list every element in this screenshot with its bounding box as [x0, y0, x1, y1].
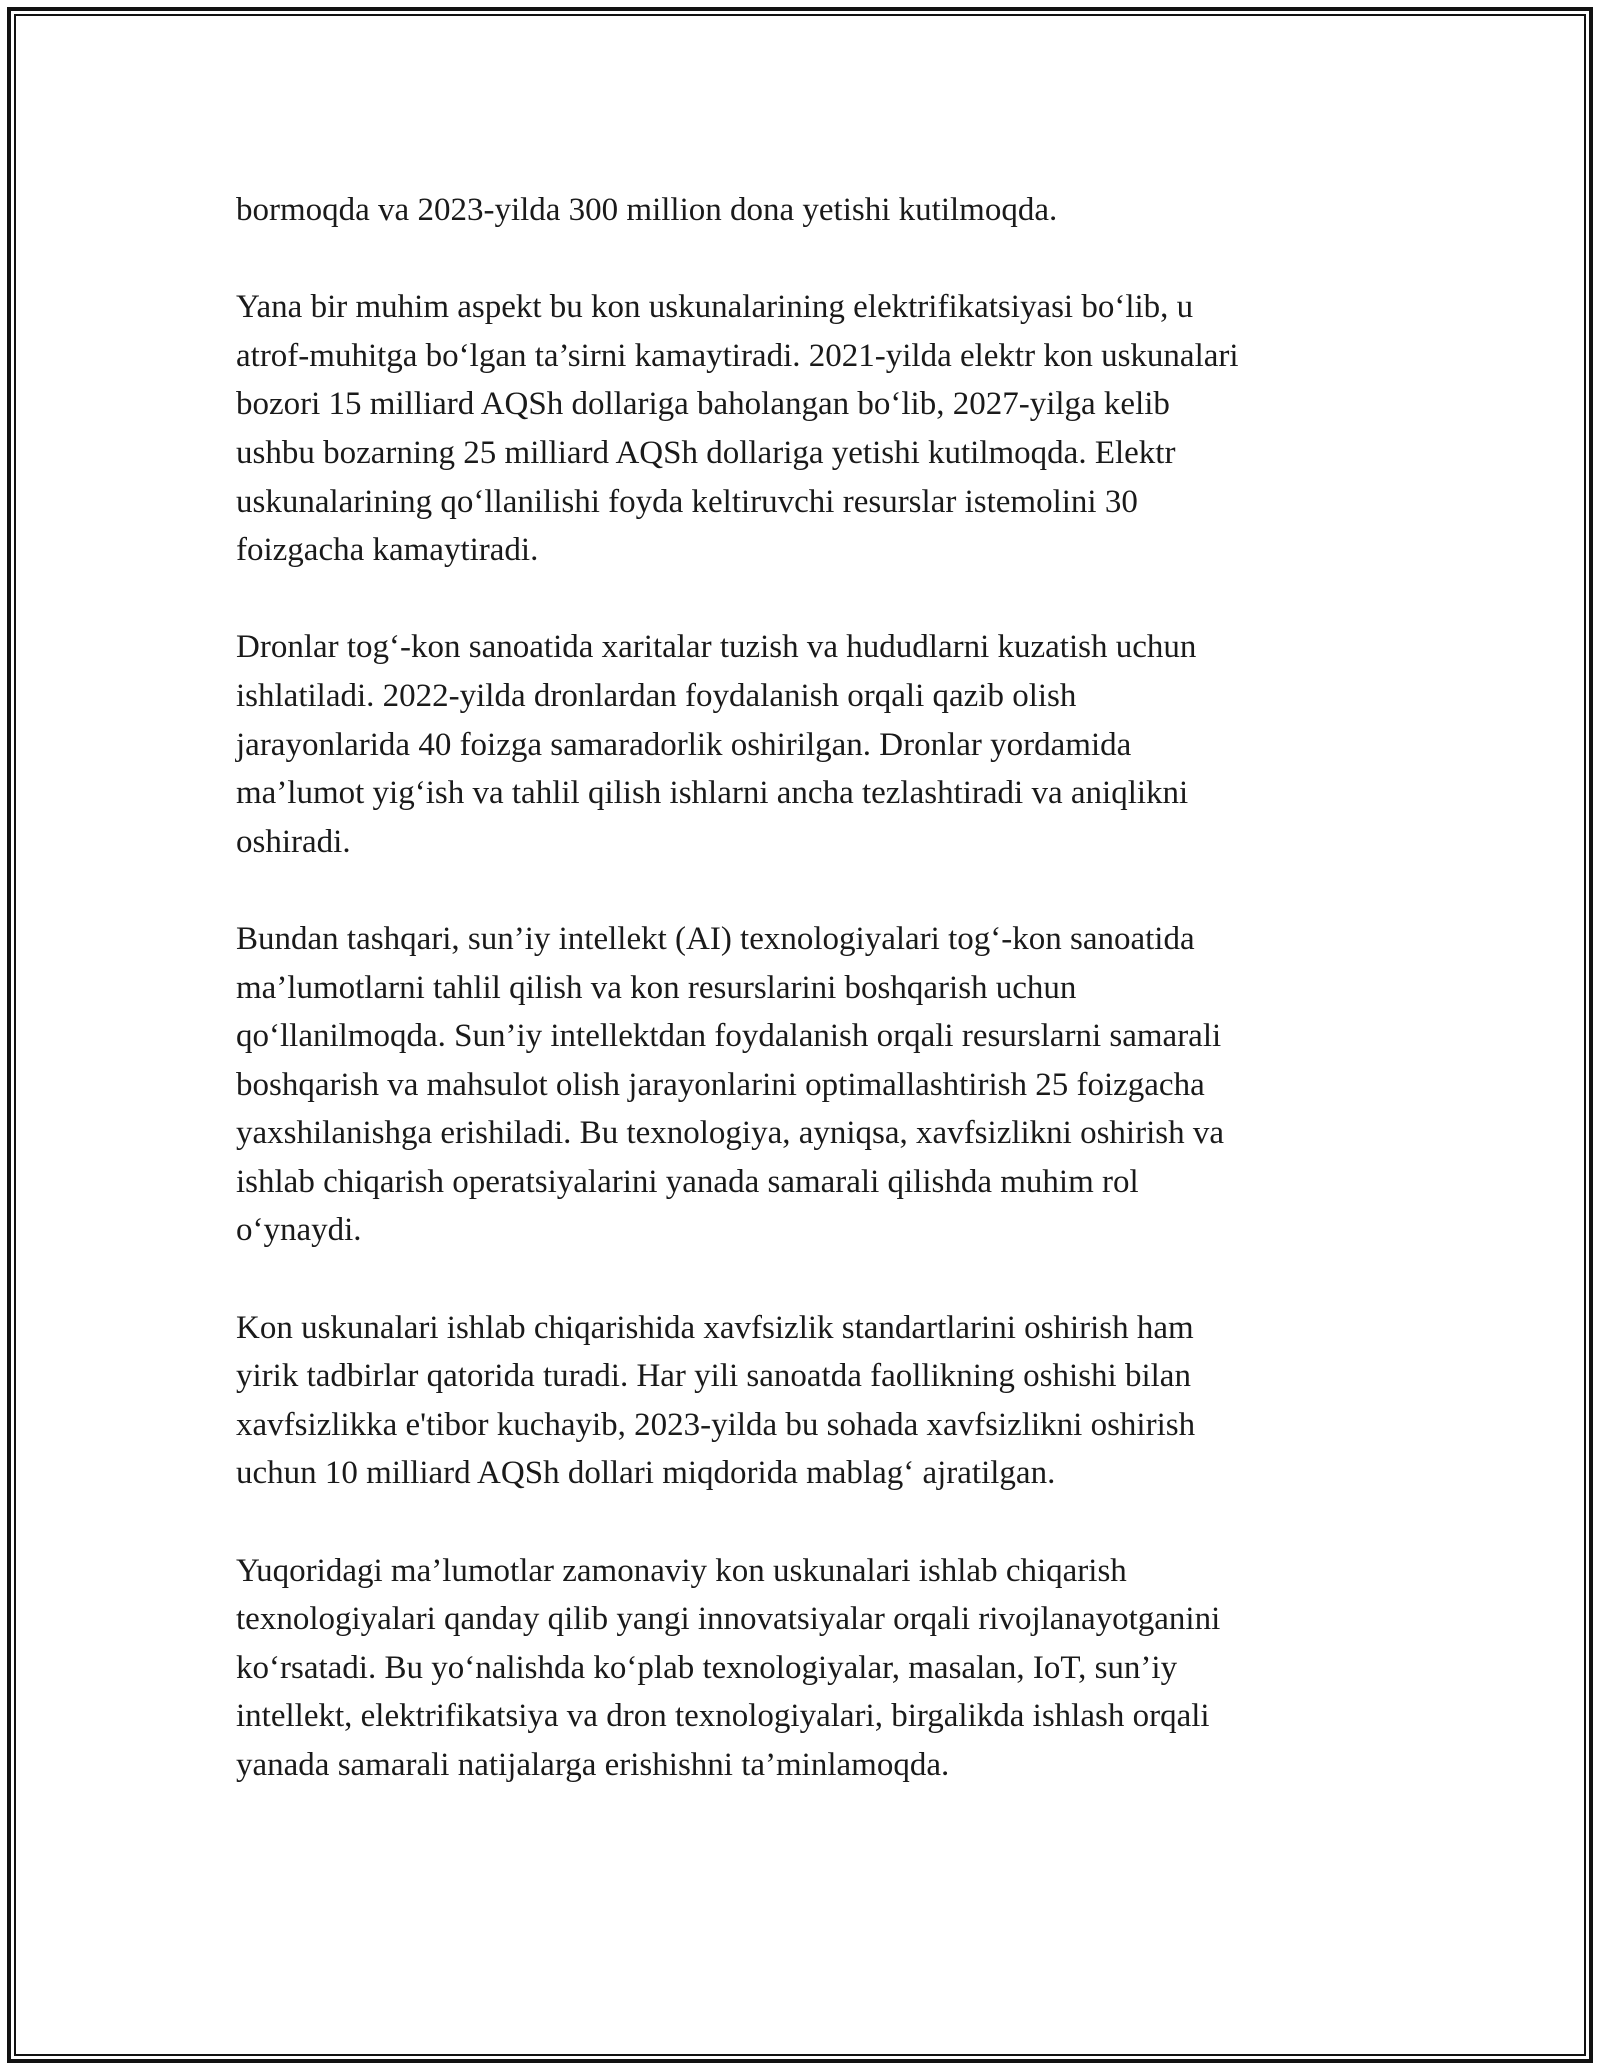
paragraph-drones: Dronlar tog‘-kon sanoatida xaritalar tuzish va hududlarni kuzatish uchun ishlatiladi. 2022-yilda dronlardan foydalanish orqali qazib olish jarayonlarida 40 foizga samaradorlik oshirilgan. Dronlar yordamida ma’lumot yig‘ish va tahlil qilish ishlarni ancha tezlashtiradi va aniqlikni oshiradi.: [236, 629, 1197, 860]
paragraph-continuation: bormoqda va 2023-yilda 300 million dona yetishi kutilmoqda.: [236, 192, 1058, 228]
paragraph-conclusion: Yuqoridagi ma’lumotlar zamonaviy kon uskunalari ishlab chiqarish texnologiyalari qanday qilib yangi innovatsiyalar orqali rivojlanayotganini ko‘rsatadi. Bu yo‘nalishda ko‘plab texnologiyalar, masalan, IoT, sun’iy intellekt, elektrifikatsiya va dron texnologiyalari, birgalikda ishlash orqali yanada samarali natijalarga erishishni ta’minlamoqda.: [236, 1552, 1221, 1783]
paragraph-electrification: Yana bir muhim aspekt bu kon uskunalarining elektrifikatsiyasi bo‘lib, u atrof-muhitga bo‘lgan ta’sirni kamaytiradi. 2021-yilda elektr kon uskunalari bozori 15 milliard AQSh dollariga baholangan bo‘lib, 2027-yilga kelib ushbu bozarning 25 milliard AQSh dollariga yetishi kutilmoqda. Elektr uskunalarining qo‘llanilishi foyda keltiruvchi resurslar istemolini 30 foizgacha kamaytiradi.: [236, 289, 1239, 569]
paragraph-safety-standards: Kon uskunalari ishlab chiqarishida xavfsizlik standartlarini oshirish ham yirik tadbirlar qatorida turadi. Har yili sanoatda faollikning oshishi bilan xavfsizlikka e'tibor kuchayib, 2023-yilda bu sohada xavfsizlikni oshirish uchun 10 milliard AQSh dollari miqdorida mablag‘ ajratilgan.: [236, 1309, 1196, 1492]
document-body: [236, 186, 1360, 1790]
paragraph-artificial-intelligence: Bundan tashqari, sun’iy intellekt (AI) texnologiyalari tog‘-kon sanoatida ma’lumotlarni tahlil qilish va kon resurslarini boshqarish uchun qo‘llanilmoqda. Sun’iy intellektdan foydalanish orqali resurslarni samarali boshqarish va mahsulot olish jarayonlarini optimallashtirish 25 foizgacha yaxshilanishga erishiladi. Bu texnologiya, ayniqsa, xavfsizlikni oshirish va ishlab chiqarish operatsiyalarini yanada samarali qilishda muhim rol o‘ynaydi.: [236, 920, 1225, 1249]
